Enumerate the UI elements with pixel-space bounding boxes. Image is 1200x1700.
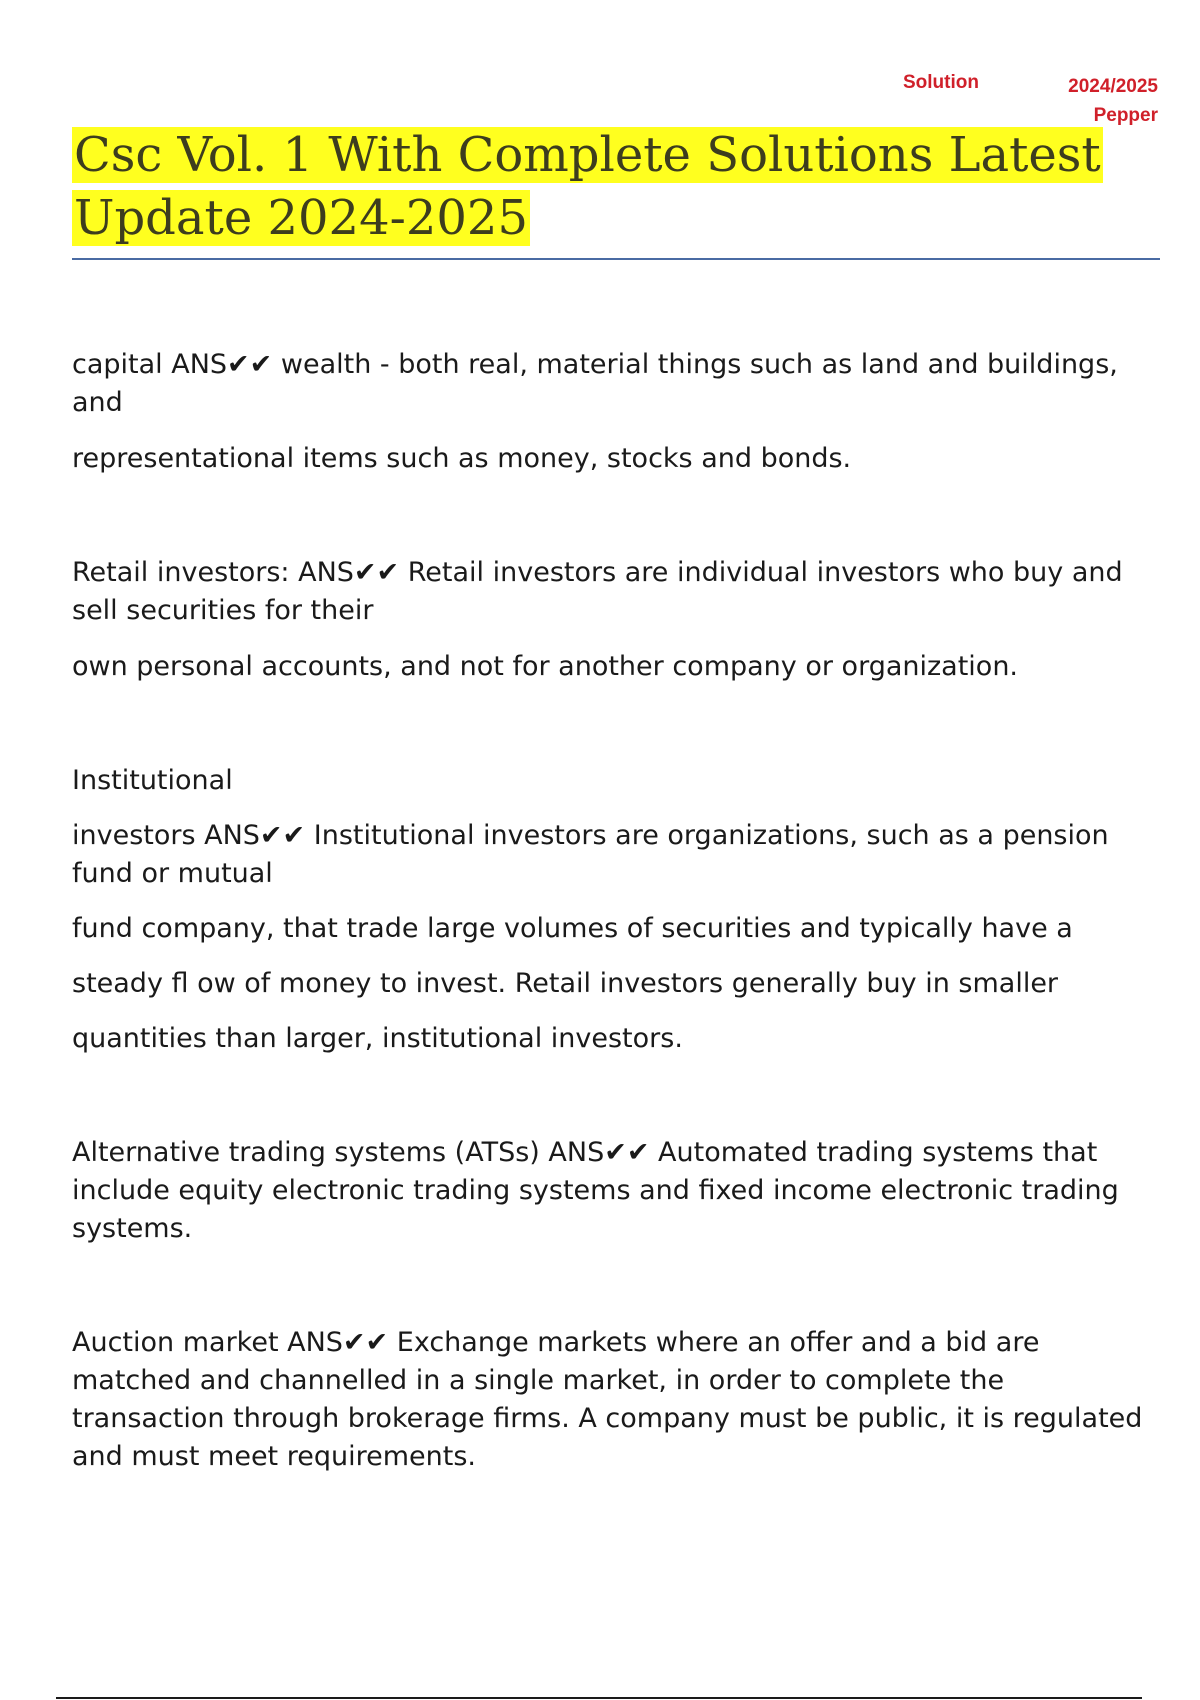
title-block [72, 124, 1162, 250]
header-year: 2024/2025 [1068, 76, 1158, 97]
entry-line: representational items such as money, stocks and bonds. [72, 443, 852, 474]
entry-line: own personal accounts, and not for another company or organization. [72, 651, 1019, 682]
entry-line: investors ANS✔✔ Institutional investors are organizations, such as a pension fund or mutual [72, 820, 1109, 889]
entry-auction-market [72, 1324, 1162, 1476]
entry-line: quantities than larger, institutional investors. [72, 1023, 683, 1054]
entry-line: Alternative trading systems (ATSs) ANS✔✔ Automated trading systems that include equity electronic trading systems and fixed income electronic trading systems. [72, 1137, 1119, 1244]
page-title [72, 124, 1162, 250]
entry-institutional-investors [72, 762, 1162, 1058]
entry-alternative-trading-systems [72, 1134, 1162, 1248]
header-year-author [1068, 72, 1158, 130]
entry-line: Auction market ANS✔✔ Exchange markets where an offer and a bid are matched and channelled in a single market, in order to complete the transaction through brokerage firms. A company must be public, it is regulated and must meet requirements. [72, 1327, 1143, 1472]
header-label: Solution [903, 72, 979, 93]
entry-line: steady fl ow of money to invest. Retail investors generally buy in smaller [72, 968, 1059, 999]
document-body [72, 346, 1162, 1476]
entry-retail-investors [72, 554, 1162, 686]
entry-line: capital ANS✔✔ wealth - both real, material things such as land and buildings, and [72, 349, 1118, 418]
entry-line: fund company, that trade large volumes of securities and typically have a [72, 913, 1073, 944]
footer-divider [56, 1697, 1142, 1699]
header-author: Pepper [1093, 105, 1158, 126]
document-header [0, 72, 1200, 132]
page-title-highlight: Csc Vol. 1 With Complete Solutions Latest Update 2024-2025 [74, 127, 1101, 246]
entry-capital [72, 346, 1162, 478]
entry-line: Institutional [72, 765, 233, 796]
entry-line: Retail investors: ANS✔✔ Retail investors are individual investors who buy and sell securities for their [72, 557, 1123, 626]
title-divider [72, 258, 1160, 260]
